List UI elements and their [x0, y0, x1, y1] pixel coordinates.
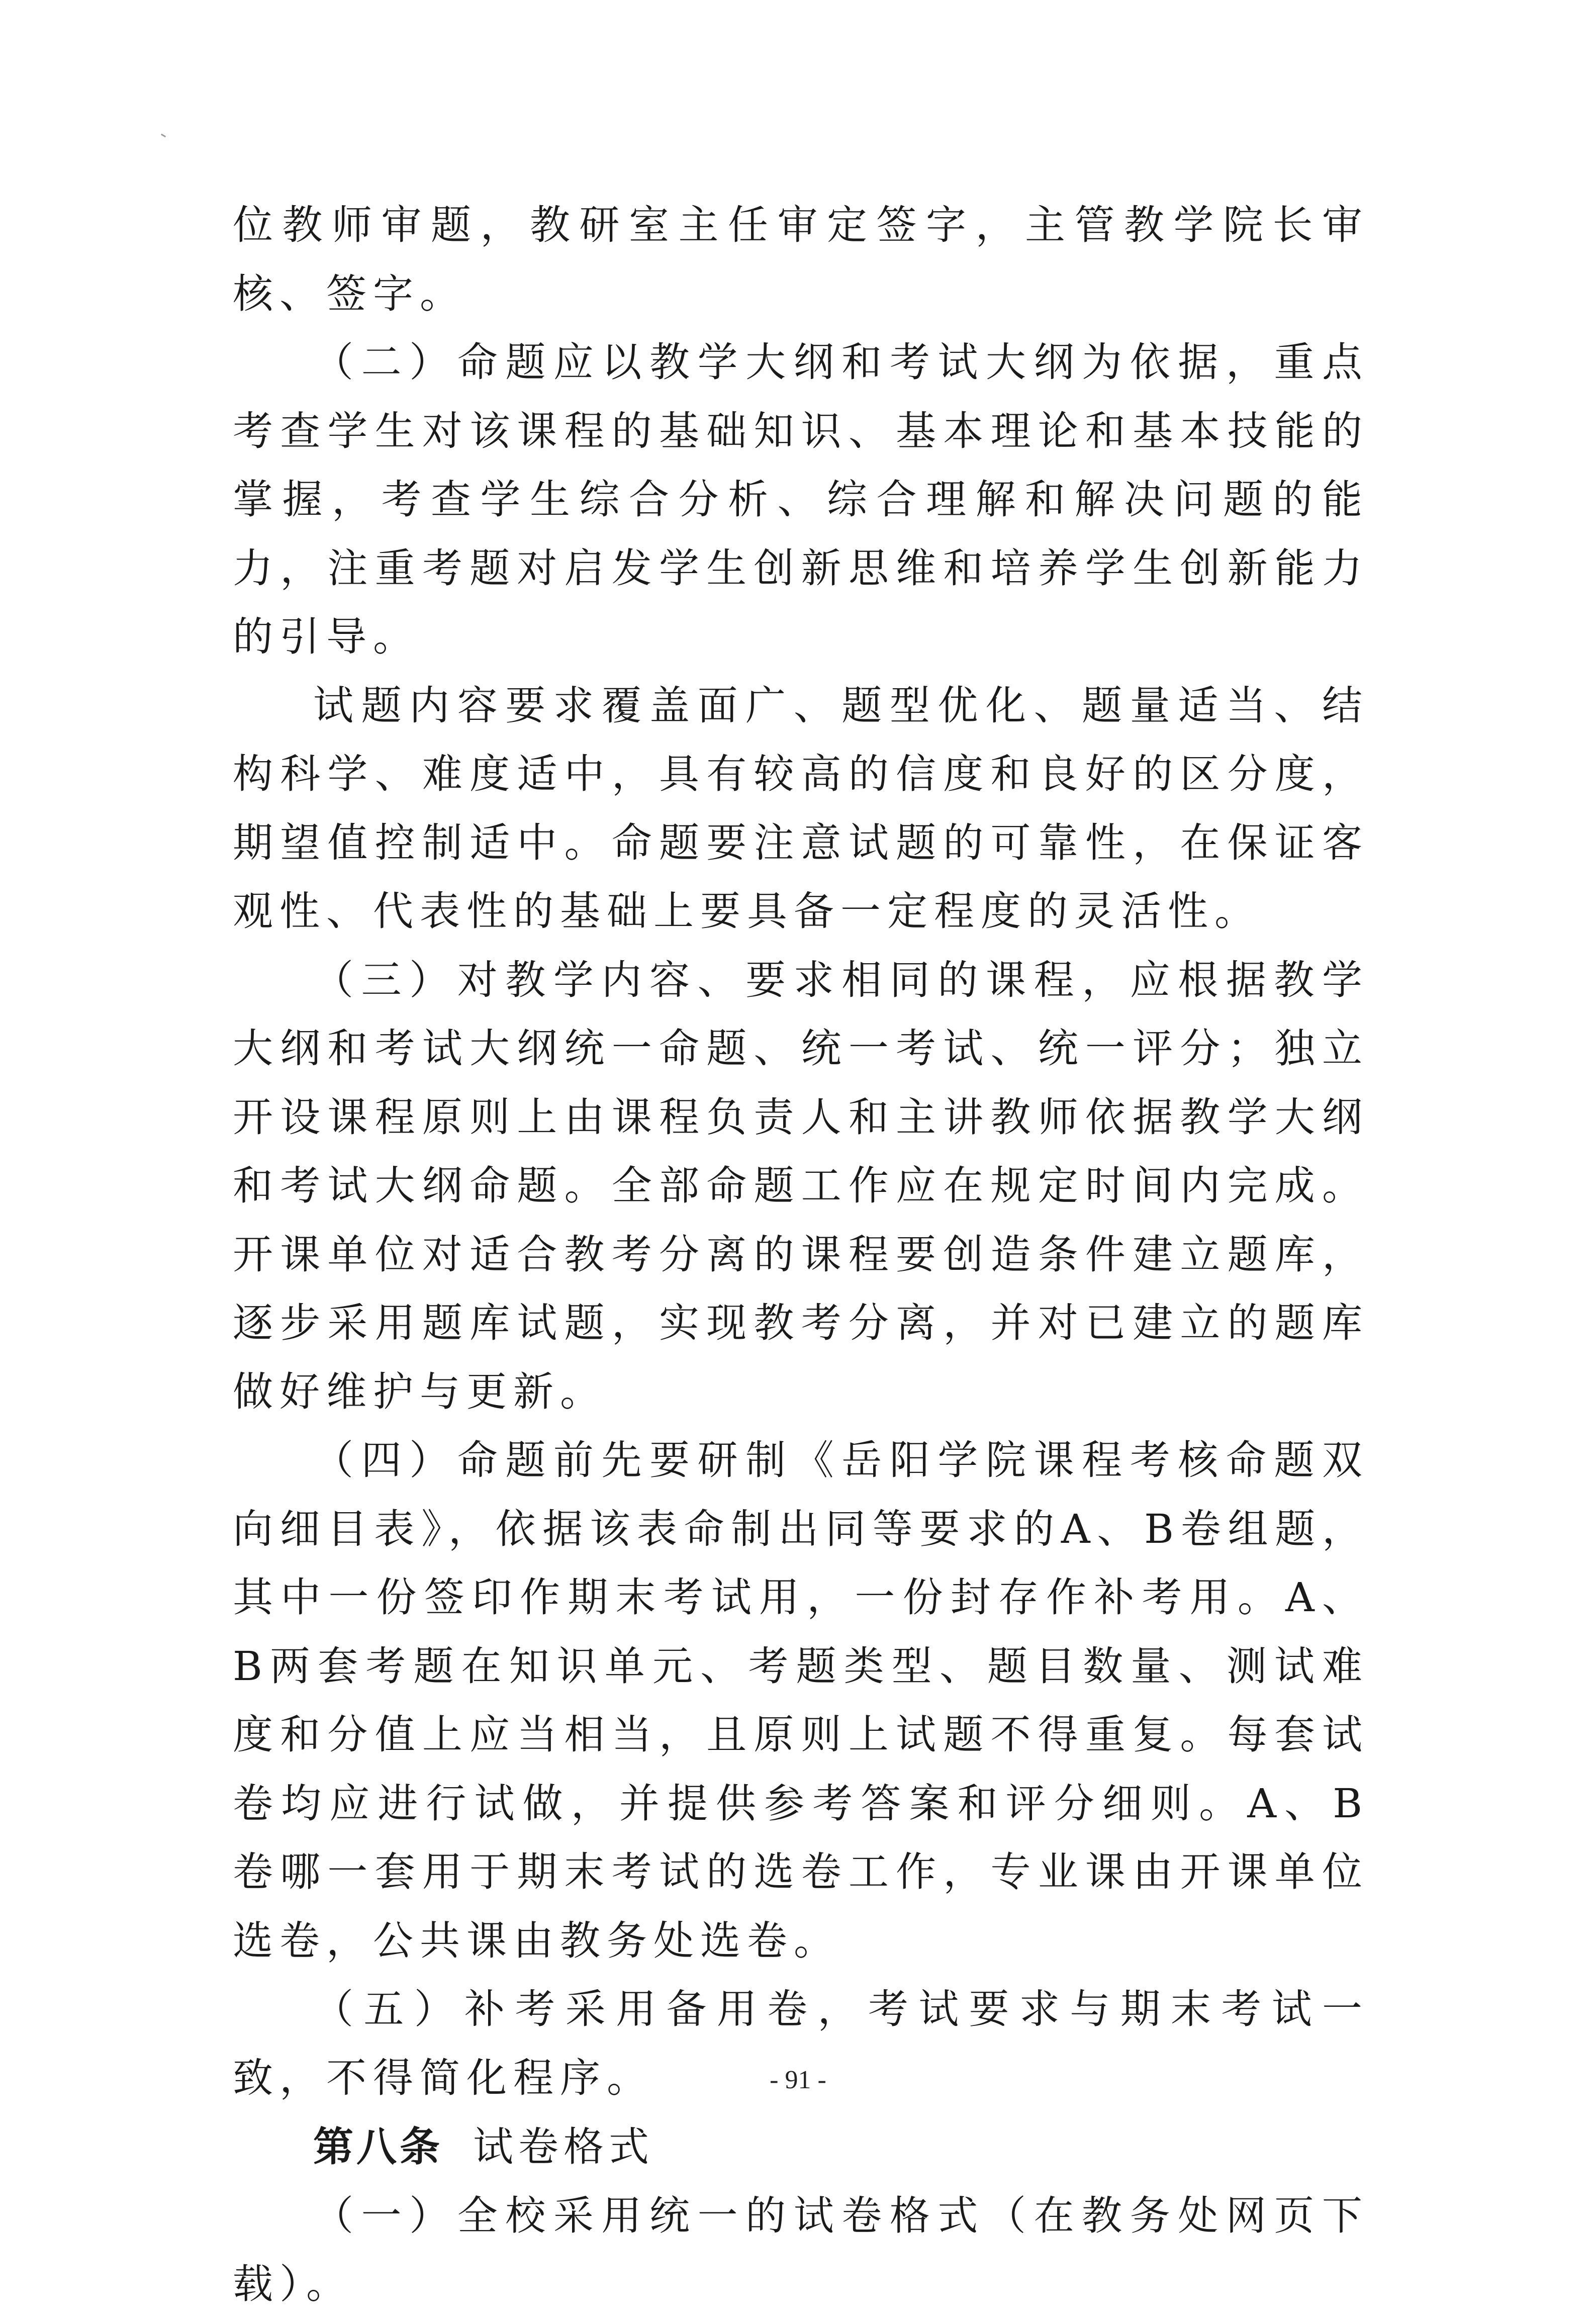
scan-mark [161, 134, 166, 138]
article-title: 试卷格式 [473, 2123, 654, 2170]
document-body [233, 191, 1369, 2319]
paragraph-question-content: 试题内容要求覆盖面广、题型优化、题量适当、结构科学、难度适中，具有较高的信度和良好的区分度，期望值控制适中。命题要注意试题的可靠性，在保证客观性、代表性的基础上要具备一定程度的灵活性。 [233, 682, 1369, 935]
paragraph-item-5: （五）补考采用备用卷，考试要求与期末考试一致，不得简化程序。 [233, 1986, 1369, 2101]
paragraph-item-3: （三）对教学内容、要求相同的课程，应根据教学大纲和考试大纲统一命题、统一考试、统一评分；独立开设课程原则上由课程负责人和主讲教师依据教学大纲和考试大纲命题。全部命题工作应在规定时间内完成。开课单位对适合教考分离的课程要创造条件建立题库，逐步采用题库试题，实现教考分离，并对已建立的题库做好维护与更新。 [233, 956, 1369, 1415]
paragraph-continuation: 位教师审题，教研室主任审定签字，主管教学院长审核、签字。 [233, 202, 1369, 317]
article-heading [233, 2112, 1369, 2182]
paragraph-item-4: （四）命题前先要研制《岳阳学院课程考核命题双向细目表》，依据该表命制出同等要求的A、B卷组题，其中一份签印作期末考试用，一份封存作补考用。A、B两套考题在知识单元、考题类型、题目数量、测试难度和分值上应当相当，且原则上试题不得重复。每套试卷均应进行试做，并提供参考答案和评分细则。A、B卷哪一套用于期末考试的选卷工作，专业课由开课单位选卷，公共课由教务处选卷。 [233, 1437, 1369, 1964]
paragraph-final: （一）全校采用统一的试卷格式（在教务处网页下载）。 [233, 2192, 1369, 2307]
paragraph-item-2: （二）命题应以教学大纲和考试大纲为依据，重点考查学生对该课程的基础知识、基本理论和基本技能的掌握，考查学生综合分析、综合理解和解决问题的能力，注重考题对启发学生创新思维和培养学生创新能力的引导。 [233, 339, 1369, 660]
page-number: - 91 - [770, 2066, 826, 2094]
article-number: 第八条 [313, 2123, 443, 2170]
